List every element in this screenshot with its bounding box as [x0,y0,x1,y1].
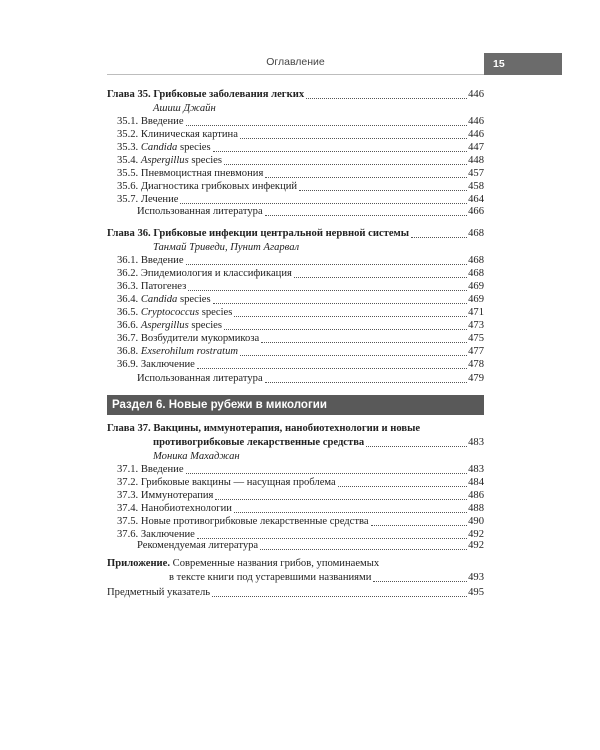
latin-genus-name: Cryptococcus [140,307,200,318]
page-ref: 457 [468,168,484,179]
entry-text-part: species [188,155,222,166]
chapter-35-entry[interactable] [107,88,484,102]
dot-leader [294,277,467,278]
latin-genus-name: Aspergillus [140,320,189,331]
toc-section-entry[interactable] [107,293,484,307]
toc-section-entry[interactable] [107,345,484,359]
toc-section-entry[interactable] [107,489,484,503]
dot-leader [240,138,467,139]
dot-leader [224,329,467,330]
appendix-label: Приложение. [107,558,171,569]
page-ref: 486 [468,490,484,501]
entry-text: Использованная литература [137,373,263,384]
page-ref: 484 [468,477,484,488]
page-ref: 473 [468,320,484,331]
page-ref: 458 [468,181,484,192]
dot-leader [213,151,468,152]
entry-text [107,180,297,194]
page-ref: 492 [468,540,484,551]
entry-text [107,267,292,281]
dot-leader [197,368,467,369]
dot-leader [411,237,467,238]
dot-leader [186,125,468,126]
dot-leader [224,164,467,165]
toc-section-entry[interactable] [107,154,484,168]
entry-text-part: 35.4. [117,155,141,166]
entry-text-part: species [188,320,222,331]
page-ref: 446 [468,129,484,140]
entry-text-part: 36.5. [117,307,141,318]
toc-section-entry[interactable] [107,280,484,294]
page-ref: 469 [468,294,484,305]
entry-text: в тексте книги под устаревшими названиями [169,572,372,583]
entry-text-part: 36.2. Эпидемиология и классификация [117,268,292,279]
chapter-author: Моника Махаджан [153,451,240,462]
dot-leader [306,98,467,99]
chapter-author: Танмай Триведи, Пунит Агарвал [153,242,300,253]
appendix-text: Современные названия грибов, упоминаемых [170,558,380,569]
entry-text-part: 37.2. Грибковые вакцины — насущная проблема [117,477,336,488]
toc-section-entry[interactable] [107,306,484,320]
page-ref: 483 [468,437,484,448]
appendix-entry[interactable] [107,571,484,585]
toc-section-entry[interactable] [107,115,484,129]
dot-leader [215,499,467,500]
latin-genus-name: Candida [140,142,178,153]
entry-text-part: species [177,142,211,153]
dot-leader [265,177,467,178]
dot-leader [265,215,467,216]
chapter-title: противогрибковые лекарственные средства [153,437,365,448]
dot-leader [373,581,467,582]
entry-text [107,167,263,181]
latin-genus-name: Aspergillus [140,155,189,166]
entry-text-part: 37.5. Новые противогрибковые лекарственные средства [117,516,369,527]
toc-section-entry[interactable] [107,502,484,516]
page-ref: 493 [468,572,484,583]
page-ref: 446 [468,89,484,100]
chapter-title: Глава 36. Грибковые инфекции центральной нервной системы [107,228,410,239]
page-ref: 483 [468,464,484,475]
entry-text [107,154,222,168]
entry-text-part: species [177,294,211,305]
entry-text-part: 36.6. [117,320,141,331]
entry-text-part: 35.3. [117,142,141,153]
page-ref: 490 [468,516,484,527]
toc-lit-entry[interactable] [107,372,484,386]
entry-text [107,306,232,320]
dot-leader [299,190,467,191]
toc-section-entry[interactable] [107,254,484,268]
latin-genus-name: Exserohilum rostratum [140,346,239,357]
entry-text [107,254,184,268]
dot-leader [371,525,468,526]
page-number-tab: 15 [484,53,562,75]
entry-text [107,128,238,142]
entry-text [107,463,184,477]
toc-section-entry[interactable] [107,463,484,477]
appendix-line1[interactable] [107,557,379,571]
toc-lit-entry[interactable] [107,205,484,219]
dot-leader [234,512,467,513]
entry-text-part: 35.2. Клиническая картина [117,129,238,140]
toc-section-entry[interactable] [107,180,484,194]
entry-text [107,141,211,155]
page-ref: 468 [468,228,484,239]
dot-leader [180,203,467,204]
page-ref: 479 [468,373,484,384]
entry-text-part: 37.1. Введение [117,464,184,475]
toc-section-entry[interactable] [107,267,484,281]
entry-text [107,280,186,294]
entry-text-part: 36.3. Патогенез [117,281,187,292]
page-ref: 475 [468,333,484,344]
chapter-37-entry[interactable] [107,436,484,450]
chapter-36-entry[interactable] [107,227,484,241]
toc-section-entry[interactable] [107,476,484,490]
page-ref: 468 [468,268,484,279]
page-ref: 447 [468,142,484,153]
entry-text [107,515,369,529]
section-6-banner: Раздел 6. Новые рубежи в микологии [107,395,484,415]
dot-leader [338,486,467,487]
toc-section-entry[interactable] [107,167,484,181]
toc-section-entry[interactable] [107,319,484,333]
page-ref: 477 [468,346,484,357]
entry-text-part: 35.7. Лечение [117,194,179,205]
entry-text-part: 37.3. Иммунотерапия [117,490,214,501]
entry-text: Предметный указатель [107,587,211,598]
dot-leader [234,316,467,317]
toc-section-entry[interactable] [107,332,484,346]
dot-leader [260,549,467,550]
entry-text-part: 36.8. [117,346,141,357]
dot-leader [186,264,468,265]
entry-text-part: 35.6. Диагностика грибковых инфекций [117,181,298,192]
entry-text [107,293,211,307]
chapter-37-title-line1[interactable]: Глава 37. Вакцины, иммунотерапия, нанобиотехнологии и новые [107,423,421,434]
entry-text-part: 35.1. Введение [117,116,184,127]
toc-section-entry[interactable] [107,358,484,372]
page-ref: 468 [468,255,484,266]
entry-text [107,332,259,346]
dot-leader [212,596,467,597]
dot-leader [188,290,467,291]
entry-text-part: 36.7. Возбудители мукормикоза [117,333,260,344]
index-entry[interactable] [107,586,484,600]
dot-leader [366,446,467,447]
entry-text [107,358,195,372]
page-ref: 448 [468,155,484,166]
toc-section-entry[interactable] [107,141,484,155]
entry-text-part: 36.1. Введение [117,255,184,266]
chapter-title: Глава 35. Грибковые заболевания легких [107,89,305,100]
dot-leader [265,382,467,383]
latin-genus-name: Candida [140,294,178,305]
page-ref: 478 [468,359,484,370]
dot-leader [186,473,468,474]
table-of-contents [107,0,484,750]
dot-leader [240,355,467,356]
page-ref: 488 [468,503,484,514]
dot-leader [213,303,468,304]
entry-text [107,345,238,359]
entry-text-part: 36.9. Заключение [117,359,195,370]
entry-text [107,489,213,503]
entry-text [107,502,232,516]
toc-lit-entry[interactable] [107,539,484,553]
entry-text [107,319,222,333]
running-header-title: Оглавление [266,56,325,68]
chapter-author: Ашиш Джайн [153,103,216,114]
entry-text-part: species [199,307,233,318]
entry-text [107,115,184,129]
toc-section-entry[interactable] [107,128,484,142]
page-ref: 469 [468,281,484,292]
page-ref: 464 [468,194,484,205]
page-ref: 471 [468,307,484,318]
page-ref: 495 [468,587,484,598]
page-ref: 446 [468,116,484,127]
entry-text-part: 37.6. Заключение [117,529,195,540]
page-ref: 492 [468,529,484,540]
toc-section-entry[interactable] [107,515,484,529]
entry-text: Использованная литература [137,206,263,217]
entry-text-part: 35.5. Пневмоцистная пневмония [117,168,264,179]
dot-leader [261,342,467,343]
entry-text-part: 36.4. [117,294,141,305]
entry-text-part: 37.4. Нанобиотехнологии [117,503,232,514]
entry-text: Рекомендуемая литература [137,540,259,551]
entry-text [107,476,336,490]
page-ref: 466 [468,206,484,217]
